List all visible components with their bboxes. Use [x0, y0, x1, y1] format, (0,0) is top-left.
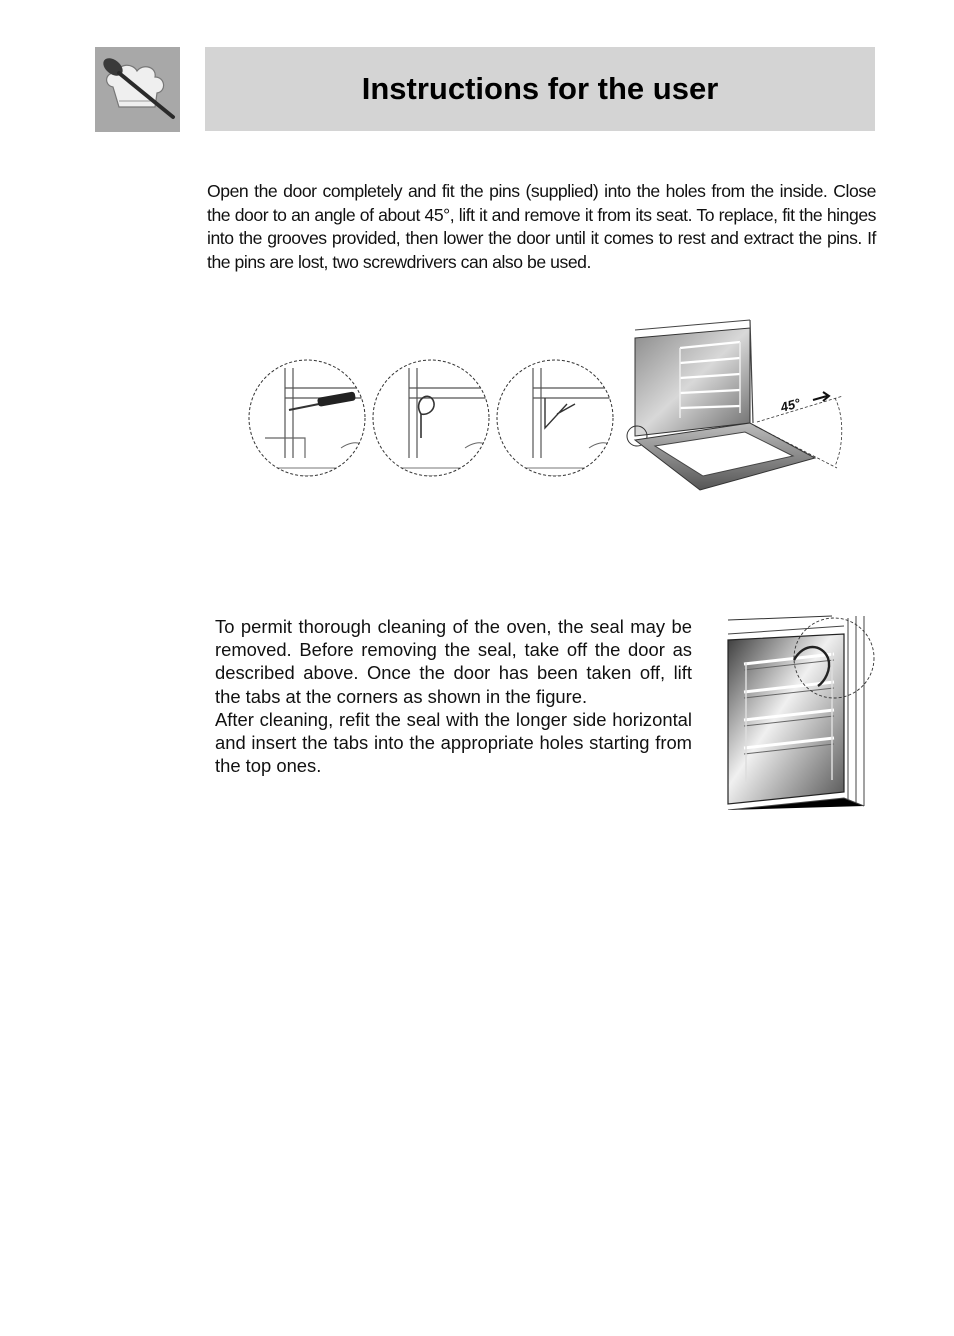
seal-removal-text-1: To permit thorough cleaning of the oven, the seal may be removed. Before removing the seal, take off the door as described above. Once the door has been taken off, lift the tabs at the corners as shown in the figure. [215, 616, 692, 707]
seal-removal-text-2: After cleaning, refit the seal with the longer side horizontal and insert the tabs into the appropriate holes starting from the top ones. [215, 708, 692, 777]
oven-with-door [627, 320, 843, 490]
seal-removal-instructions [215, 615, 692, 777]
detail-pin [369, 358, 499, 488]
page-title: Instructions for the user [361, 71, 719, 106]
door-removal-text: Open the door completely and fit the pins (supplied) into the holes from the inside. Close the door to an angle of about 45°, lift it and remove it from its seat. To replace, fit the hinges into the grooves provided, then lower the door until it comes to rest and extract the pins. If the pins are lost, two screwdrivers can also be used. [207, 181, 876, 272]
chef-spoon-icon [95, 47, 180, 132]
door-removal-figure [245, 318, 845, 498]
detail-screwdriver [245, 358, 375, 488]
chef-logo [95, 47, 180, 132]
door-removal-instructions [207, 180, 876, 274]
detail-hinge [493, 358, 623, 488]
header-bar [205, 47, 875, 131]
angle-label: 45° [778, 395, 802, 415]
seal-removal-figure [724, 612, 876, 810]
